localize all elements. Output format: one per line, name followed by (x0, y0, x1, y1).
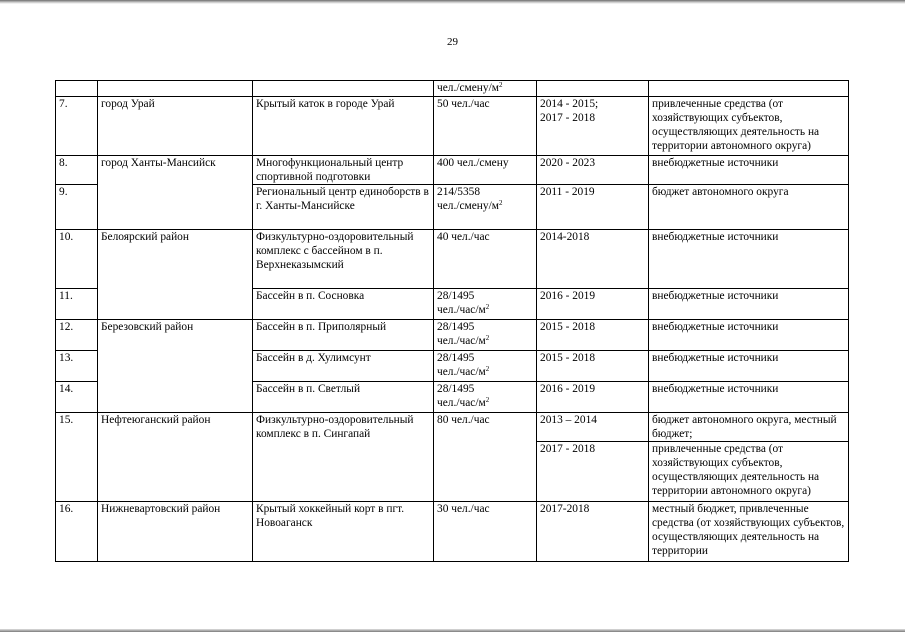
period-cell: 2015 - 2018 (537, 320, 649, 351)
funding-source-cell: внебюджетные источники (649, 351, 849, 382)
facility-cell: Крытый хоккейный корт в пгт. Новоаганск (253, 502, 434, 562)
period-cell: 2016 - 2019 (537, 382, 649, 413)
capacity-cell: 50 чел./час (434, 97, 537, 156)
facility-cell: Физкультурно-оздоровительный комплекс с бассейном в п. Верхнеказымский (253, 230, 434, 289)
municipality-cell: город Урай (98, 97, 253, 156)
capacity-cell: 30 чел./час (434, 502, 537, 562)
capacity-cell: 28/1495 $чел./час/м^2$ (434, 320, 537, 351)
scan-top-edge (0, 0, 905, 4)
period-cell: 2016 - 2019 (537, 289, 649, 320)
funding-source-cell: внебюджетные источники (649, 156, 849, 185)
municipality-cell: Березовский район (98, 320, 253, 413)
table-row-12 (56, 320, 849, 351)
period-cell: 2015 - 2018 (537, 351, 649, 382)
facility-cell: Многофункциональный центр спортивной подготовки (253, 156, 434, 185)
funding-source-cell: внебюджетные источники (649, 289, 849, 320)
facility-cell: Бассейн в п. Светлый (253, 382, 434, 413)
capacity-cell: 40 чел./час 28/1495 $чел./час/м^2$ (434, 230, 537, 320)
table-row-15a (56, 413, 849, 442)
facility-cell: Бассейн в п. Приполярный (253, 320, 434, 351)
funding-source-cell: привлеченные средства (от хозяйствующих субъектов, осуществляющих деятельность на территории автономного округа) (649, 97, 849, 156)
period-cell: 2017-2018 (537, 502, 649, 562)
capacity-cell: 214/5358 $чел./смену/м^2$ (434, 185, 537, 230)
municipality-cell: Нефтеюганский район (98, 413, 253, 502)
capacity-cell: 28/1495 $чел./час/м^2$ (434, 351, 537, 382)
facility-cell: Региональный центр единоборств в г. Ханты-Мансийске (253, 185, 434, 230)
row-number: 16. (56, 502, 98, 562)
row-number: 13. (56, 351, 98, 382)
table-row-10 (56, 230, 849, 289)
facility-cell: Крытый каток в городе Урай (253, 97, 434, 156)
municipality-cell: Белоярский район (98, 230, 253, 320)
row-number: 7. (56, 97, 98, 156)
table-row-continuation (56, 81, 849, 97)
funding-source-cell: внебюджетные источники (649, 382, 849, 413)
funding-source-cell: бюджет автономного округа, местный бюджет; (649, 413, 849, 442)
municipality-cell: Нижневартовский район (98, 502, 253, 562)
period-cell: 2014-2018 (537, 230, 649, 289)
period-cell: 2013 – 2014 (537, 413, 649, 442)
capacity-cell: $чел./смену/м^2$ (434, 81, 537, 97)
facility-cell: Физкультурно-оздоровительный комплекс в п. Сингапай (253, 413, 434, 502)
row-number: 11. (56, 289, 98, 320)
row-number: 8. (56, 156, 98, 185)
table-row-16 (56, 502, 849, 562)
row-number: 12. (56, 320, 98, 351)
scan-bottom-edge (0, 629, 905, 632)
page-number: 29 (447, 36, 458, 48)
period-cell: 2020 - 2023 (537, 156, 649, 185)
table-row-8 (56, 156, 849, 185)
row-number: 14. (56, 382, 98, 413)
capacity-cell: 28/1495 $чел./час/м^2$ (434, 382, 537, 413)
period-cell: 2014 - 2015; 2017 - 2018 (537, 97, 649, 156)
table-row-7 (56, 97, 849, 156)
facility-cell: Бассейн в д. Хулимсунт (253, 351, 434, 382)
period-cell: 2017 - 2018 (537, 442, 649, 502)
row-number: 9. (56, 185, 98, 230)
funding-source-cell: внебюджетные источники (649, 320, 849, 351)
facilities-table (55, 80, 849, 562)
municipality-cell: город Ханты-Мансийск (98, 156, 253, 230)
capacity-cell: 80 чел./час (434, 413, 537, 502)
funding-source-cell: бюджет автономного округа (649, 185, 849, 230)
funding-source-cell: местный бюджет, привлеченные средства (от хозяйствующих субъектов, осуществляющих деятельность на территории (649, 502, 849, 562)
capacity-cell: 400 чел./смену (434, 156, 537, 185)
period-cell: 2011 - 2019 (537, 185, 649, 230)
facility-cell: Бассейн в п. Сосновка (253, 289, 434, 320)
funding-source-cell: внебюджетные источники (649, 230, 849, 289)
row-number: 10. (56, 230, 98, 289)
row-number: 15. (56, 413, 98, 502)
funding-source-cell: привлеченные средства (от хозяйствующих субъектов, осуществляющих деятельность на территории автономного округа) (649, 442, 849, 502)
